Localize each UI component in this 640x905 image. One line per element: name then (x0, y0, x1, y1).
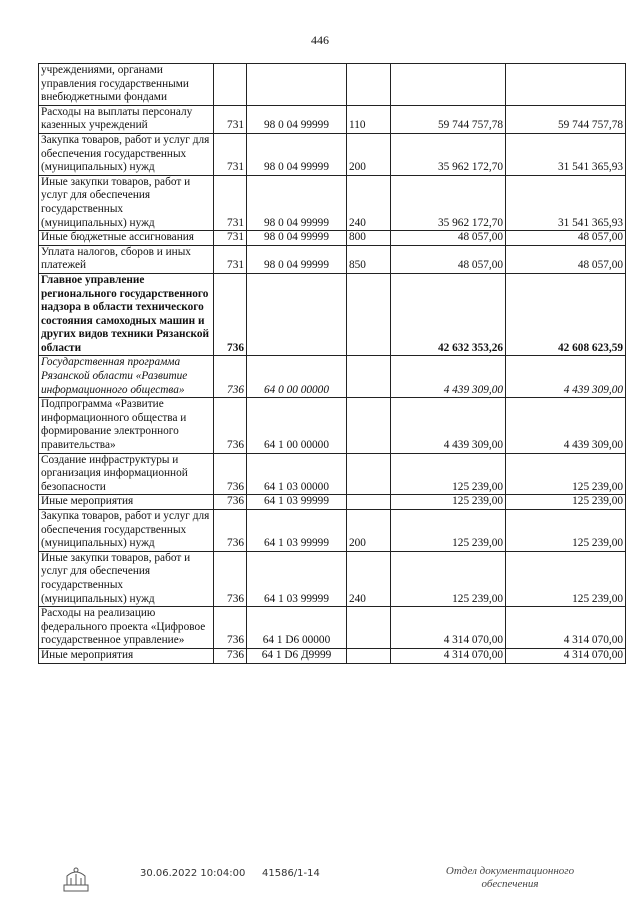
row-sum2-cell: 4 439 309,00 (506, 356, 626, 398)
footer-datetime: 30.06.2022 10:04:00 (140, 868, 246, 879)
table-row (39, 273, 626, 356)
row-article-cell: 98 0 04 99999 (247, 231, 347, 246)
row-sum1-cell: 125 239,00 (391, 551, 506, 606)
row-article-cell: 98 0 04 99999 (247, 245, 347, 273)
table-row (39, 245, 626, 273)
row-sum1-cell: 125 239,00 (391, 495, 506, 510)
row-name-cell: Государственная программа Рязанской области «Развитие информационного общества» (39, 356, 214, 398)
row-sum1-cell: 35 962 172,70 (391, 175, 506, 230)
row-sum2-cell: 125 239,00 (506, 551, 626, 606)
row-name-cell: Иные мероприятия (39, 648, 214, 663)
table-row (39, 105, 626, 133)
table-row (39, 64, 626, 106)
row-article-cell: 98 0 04 99999 (247, 105, 347, 133)
row-article-cell: 64 1 03 99999 (247, 495, 347, 510)
budget-table-body (39, 64, 626, 664)
footer (0, 865, 640, 897)
row-code-cell: 736 (214, 551, 247, 606)
table-row (39, 551, 626, 606)
row-vr-cell (347, 398, 391, 453)
row-vr-cell (347, 495, 391, 510)
row-sum1-cell: 4 314 070,00 (391, 607, 506, 649)
row-code-cell: 736 (214, 356, 247, 398)
row-article-cell: 64 1 03 00000 (247, 453, 347, 495)
row-code-cell: 736 (214, 398, 247, 453)
table-row (39, 495, 626, 510)
row-name-cell: Иные мероприятия (39, 495, 214, 510)
row-code-cell: 736 (214, 453, 247, 495)
row-sum1-cell: 35 962 172,70 (391, 133, 506, 175)
row-sum1-cell: 125 239,00 (391, 453, 506, 495)
row-name-cell: Закупка товаров, работ и услуг для обеспечения государственных (муниципальных) нужд (39, 133, 214, 175)
row-sum1-cell: 125 239,00 (391, 510, 506, 552)
row-vr-cell (347, 273, 391, 356)
row-sum2-cell: 4 314 070,00 (506, 607, 626, 649)
row-name-cell: Создание инфраструктуры и организация информационной безопасности (39, 453, 214, 495)
row-sum2-cell: 125 239,00 (506, 453, 626, 495)
table-row (39, 398, 626, 453)
row-sum2-cell: 48 057,00 (506, 231, 626, 246)
footer-department: Отдел документационного обеспечения (445, 865, 575, 890)
row-sum2-cell: 42 608 623,59 (506, 273, 626, 356)
row-vr-cell: 240 (347, 551, 391, 606)
row-name-cell: Расходы на выплаты персоналу казенных учреждений (39, 105, 214, 133)
coat-of-arms-icon (60, 865, 92, 895)
row-vr-cell (347, 648, 391, 663)
table-row (39, 175, 626, 230)
row-sum2-cell: 4 439 309,00 (506, 398, 626, 453)
row-code-cell: 736 (214, 273, 247, 356)
row-code-cell (214, 64, 247, 106)
row-sum2-cell: 59 744 757,78 (506, 105, 626, 133)
row-article-cell: 64 1 D6 Д9999 (247, 648, 347, 663)
row-name-cell: Иные закупки товаров, работ и услуг для обеспечения государственных (муниципальных) нужд (39, 551, 214, 606)
row-sum1-cell: 48 057,00 (391, 231, 506, 246)
row-article-cell (247, 64, 347, 106)
row-sum2-cell: 31 541 365,93 (506, 133, 626, 175)
footer-doc-number: 41586/1-14 (262, 868, 320, 879)
row-vr-cell: 850 (347, 245, 391, 273)
budget-table (38, 63, 626, 664)
row-name-cell: Главное управление регионального государственного надзора в области технического состояния самоходных машин и других видов техники Рязанской области (39, 273, 214, 356)
row-sum2-cell: 125 239,00 (506, 495, 626, 510)
row-sum2-cell (506, 64, 626, 106)
row-article-cell: 64 0 00 00000 (247, 356, 347, 398)
table-row (39, 133, 626, 175)
row-name-cell: Подпрограмма «Развитие информационного общества и формирование электронного правительства» (39, 398, 214, 453)
row-sum1-cell: 42 632 353,26 (391, 273, 506, 356)
table-row (39, 648, 626, 663)
table-row (39, 231, 626, 246)
row-code-cell: 731 (214, 175, 247, 230)
table-row (39, 510, 626, 552)
row-sum1-cell: 48 057,00 (391, 245, 506, 273)
row-article-cell: 64 1 03 99999 (247, 510, 347, 552)
row-code-cell: 731 (214, 105, 247, 133)
row-name-cell: Расходы на реализацию федерального проекта «Цифровое государственное управление» (39, 607, 214, 649)
row-code-cell: 736 (214, 510, 247, 552)
row-name-cell: Уплата налогов, сборов и иных платежей (39, 245, 214, 273)
row-sum2-cell: 4 314 070,00 (506, 648, 626, 663)
row-vr-cell: 800 (347, 231, 391, 246)
row-sum1-cell: 59 744 757,78 (391, 105, 506, 133)
row-code-cell: 736 (214, 648, 247, 663)
row-vr-cell (347, 356, 391, 398)
row-sum1-cell: 4 439 309,00 (391, 398, 506, 453)
row-article-cell: 98 0 04 99999 (247, 175, 347, 230)
row-vr-cell (347, 64, 391, 106)
row-sum2-cell: 31 541 365,93 (506, 175, 626, 230)
row-sum2-cell: 48 057,00 (506, 245, 626, 273)
row-code-cell: 731 (214, 245, 247, 273)
row-article-cell: 64 1 D6 00000 (247, 607, 347, 649)
table-row (39, 356, 626, 398)
table-row (39, 607, 626, 649)
row-sum1-cell (391, 64, 506, 106)
row-article-cell (247, 273, 347, 356)
row-name-cell: Иные бюджетные ассигнования (39, 231, 214, 246)
row-code-cell: 736 (214, 495, 247, 510)
row-article-cell: 98 0 04 99999 (247, 133, 347, 175)
row-sum1-cell: 4 314 070,00 (391, 648, 506, 663)
row-code-cell: 731 (214, 231, 247, 246)
row-article-cell: 64 1 00 00000 (247, 398, 347, 453)
row-vr-cell (347, 607, 391, 649)
table-row (39, 453, 626, 495)
row-code-cell: 731 (214, 133, 247, 175)
row-vr-cell: 240 (347, 175, 391, 230)
row-vr-cell: 200 (347, 510, 391, 552)
row-article-cell: 64 1 03 99999 (247, 551, 347, 606)
row-vr-cell: 200 (347, 133, 391, 175)
row-sum2-cell: 125 239,00 (506, 510, 626, 552)
row-sum1-cell: 4 439 309,00 (391, 356, 506, 398)
row-name-cell: Закупка товаров, работ и услуг для обеспечения государственных (муниципальных) нужд (39, 510, 214, 552)
page-number: 446 (311, 33, 329, 47)
row-code-cell: 736 (214, 607, 247, 649)
row-vr-cell (347, 453, 391, 495)
row-vr-cell: 110 (347, 105, 391, 133)
row-name-cell: Иные закупки товаров, работ и услуг для обеспечения государственных (муниципальных) нужд (39, 175, 214, 230)
row-name-cell: учреждениями, органами управления государственными внебюджетными фондами (39, 64, 214, 106)
